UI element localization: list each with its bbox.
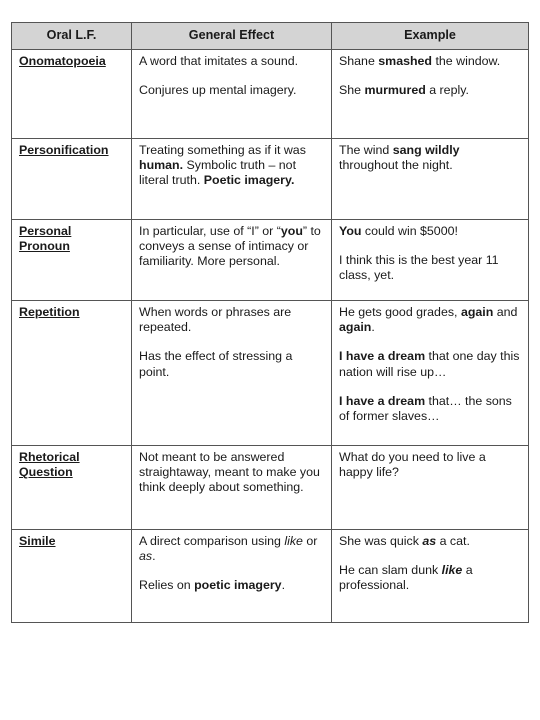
text-run: you [280,224,303,238]
term-cell [12,530,132,623]
term-label: Personal Pronoun [19,224,72,254]
effect-cell [132,50,332,139]
cell-paragraph [339,253,522,283]
language-features-sheet [11,22,528,623]
text-run: like [441,563,463,578]
text-run: The wind [339,143,393,157]
example-cell [332,530,529,623]
cell-paragraph [139,349,325,379]
example-cell [332,446,529,530]
text-run: You [339,224,362,238]
header-row [12,23,529,50]
text-run: sang wildly [392,143,460,157]
term-label: Simile [19,534,56,548]
text-run: . [152,549,156,564]
text-run: I have a dream [339,393,426,408]
cell-paragraph [139,143,325,189]
text-run: Not meant to be answered straightaway, meant to make you think deeply about something. [139,450,320,495]
term-cell [12,446,132,530]
text-run: Conjures up mental imagery. [139,83,297,98]
text-run: that one day this nation will rise up… [339,349,520,379]
text-run: could win $5000! [361,224,458,238]
text-run: like [284,534,303,548]
table-row-personification [12,139,529,220]
text-run: When words or phrases are repeated. [139,305,292,335]
text-run: a reply. [425,83,469,98]
text-run: . [281,578,286,593]
text-run: again [460,305,494,319]
term-label: Onomatopoeia [19,54,106,68]
text-run: human. [139,158,184,173]
cell-paragraph [139,54,325,69]
example-cell [332,139,529,220]
cell-paragraph [139,534,325,564]
cell-paragraph [339,83,522,98]
text-run: that… the sons of former slaves… [339,393,512,424]
text-run: again [339,320,372,335]
text-run: a professional. [339,563,473,593]
text-run: He can slam dunk [339,563,442,578]
text-run: ” to conveys a sense of intimacy or familiarity. More personal. [139,224,321,269]
text-run: Has the effect of stressing a point. [139,349,293,379]
effect-cell [132,220,332,301]
cell-paragraph [139,305,325,335]
table-row-rhetorical-question [12,446,529,530]
text-run: as [139,549,153,564]
term-label: Personification [19,143,109,157]
cell-paragraph [339,394,522,424]
cell-paragraph [139,450,325,496]
language-features-table [11,22,529,623]
text-run: She was quick [339,534,423,548]
term-cell [12,220,132,301]
example-cell [332,220,529,301]
text-run: He gets good grades, [339,305,461,319]
cell-paragraph [139,578,325,593]
term-cell [12,301,132,446]
header-oral-lf: Oral L.F. [12,23,132,50]
term-cell [12,139,132,220]
cell-paragraph [339,224,522,239]
text-run: and [493,305,518,319]
table-row-personal-pronoun [12,220,529,301]
text-run: murmured [364,83,426,98]
term-label: Repetition [19,305,80,319]
cell-paragraph [339,305,522,335]
effect-cell [132,530,332,623]
cell-paragraph [139,224,325,270]
text-run: as [422,534,437,548]
text-run: A direct comparison using [139,534,285,548]
text-run: the window. [432,54,501,68]
cell-paragraph [339,534,522,549]
cell-paragraph [339,563,522,593]
term-label: Rhetorical Question [19,450,80,480]
text-run: . [371,320,375,335]
cell-paragraph [339,349,522,379]
effect-cell [132,446,332,530]
effect-cell [132,139,332,220]
text-run: a cat. [436,534,470,548]
text-run: I think this is the best year 11 class, yet. [339,253,499,283]
cell-paragraph [339,450,522,480]
text-run: I have a dream [339,349,426,364]
text-run: Shane [339,54,379,68]
text-run: Poetic imagery. [203,173,295,188]
text-run: In particular, use of “I” or “ [139,224,281,238]
text-run: throughout the night. [339,158,453,173]
text-run: smashed [378,54,433,68]
cell-paragraph [339,143,522,173]
text-run: A word that imitates a sound. [139,54,299,68]
cell-paragraph [139,83,325,98]
example-cell [332,301,529,446]
table-row-repetition [12,301,529,446]
text-run: She [339,83,365,98]
header-example: Example [332,23,529,50]
text-run: What do you need to live a happy life? [339,450,486,480]
text-run: Relies on [139,578,195,593]
table-row-onomatopoeia [12,50,529,139]
effect-cell [132,301,332,446]
example-cell [332,50,529,139]
text-run: or [302,534,318,548]
text-run: poetic imagery [194,578,282,593]
table-row-simile [12,530,529,623]
text-run: Treating something as if it was [139,143,306,157]
header-general-effect: General Effect [132,23,332,50]
cell-paragraph [339,54,522,69]
term-cell [12,50,132,139]
text-run: Symbolic truth – not literal truth. [139,158,297,188]
